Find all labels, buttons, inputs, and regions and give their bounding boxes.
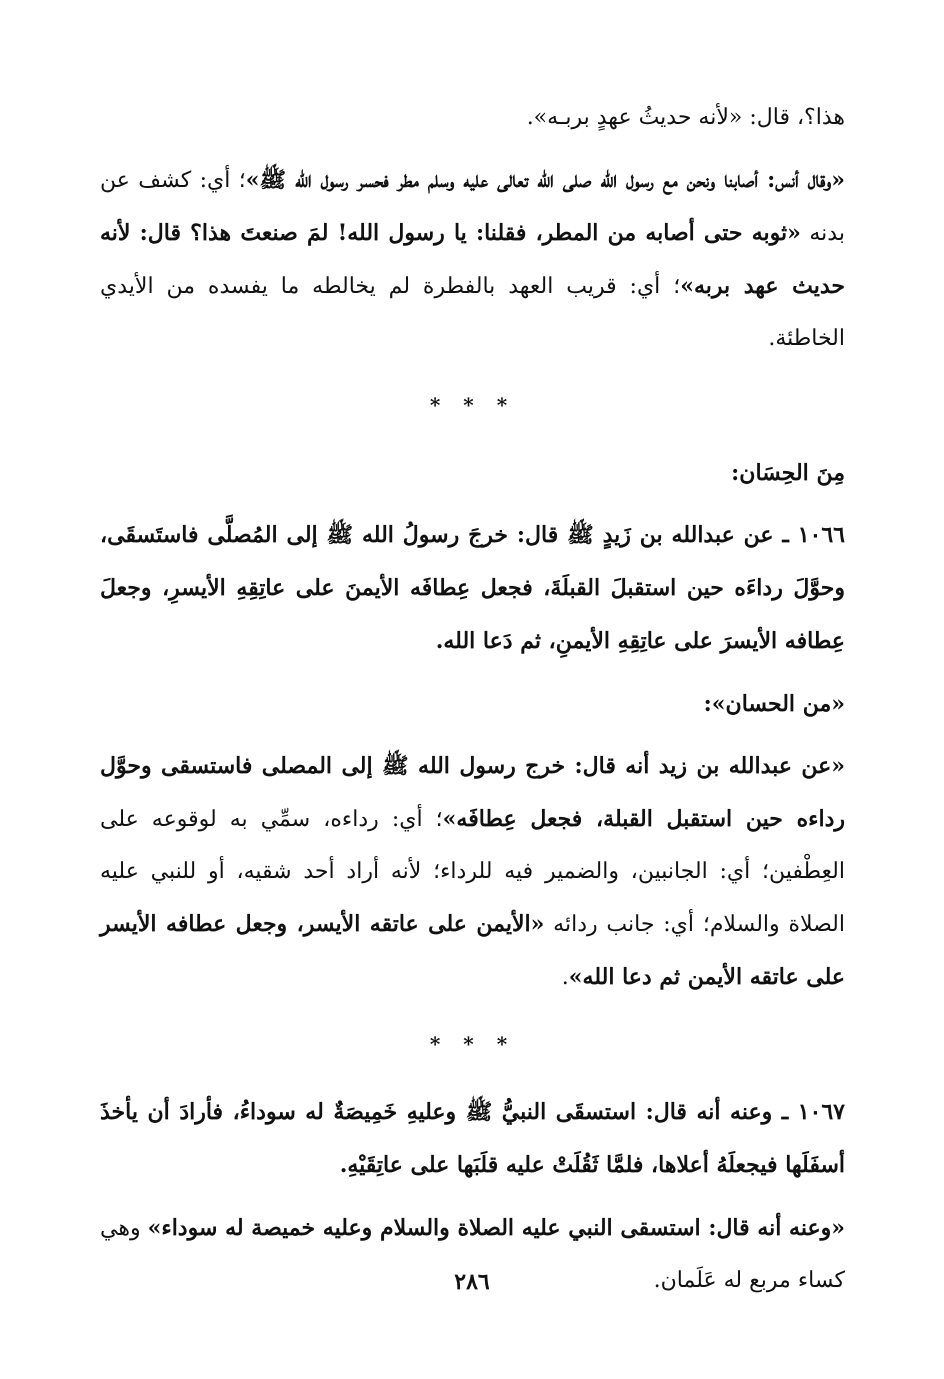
page-number: ٢٨٦ [454, 1269, 490, 1295]
text-run-bold: ١٠٦٦ ـ عن عبدالله بن زَيدٍ ﷺ قال: خرجَ رسولُ الله ﷺ إلى المُصلَّى فاستَسقَى، وحوَّلَ رداءَه حين استقبلَ القبلَةَ، فجعل عِطافَه الأيمنَ على عاتِقِهِ الأيسرِ، وجعلَ عِطافه الأيسرَ على عاتِقِهِ الأيمنِ، ثم دَعا الله. [100, 522, 845, 654]
text-run-bold: «ثوبه حتى أصابه من المطر، فقلنا: يا رسول الله! لمَ صنعتَ هذا؟ قال: لأنه حديث عهد بربه» [100, 220, 846, 299]
commentary-heading-hisan [100, 678, 845, 730]
text-run: ؛ أي: قريب العهد بالفطرة لم يخالطه ما يفسده من الأيدي الخاطئة. [100, 274, 845, 351]
paragraph-anas-commentary [100, 154, 845, 365]
text-run: . [561, 965, 569, 990]
page-body [100, 92, 845, 1317]
paragraph-hadith-1067 [100, 1086, 845, 1192]
text-run: وهي كساء مربع له عَلَمان. [100, 1216, 845, 1293]
section-separator: * * * [429, 393, 516, 417]
paragraph-commentary-1066 [100, 740, 845, 1004]
text-run: ؛ أي: رداءه، سمِّي به لوقوعه على العِطْفين؛ أي: الجانبين، والضمير فيه للرداء؛ لأنه أراد أحد شقيه، أو للنبي عليه الصلاة والسلام؛ أي: جانب ردائه [100, 807, 845, 937]
text-run: هذا؟، قال: «لأنه حديثُ عهدٍ بربـه». [526, 105, 845, 130]
text-run-bold: ١٠٦٧ ـ وعنه أنه قال: استسقَى النبيُّ ﷺ وعليهِ خَمِيصَةٌ له سوداءُ، فأرادَ أن يأخذَ أسفَلَها فيجعلَهُ أعلاها، فلمَّا ثَقُلَتْ عليه قلَبَها على عاتِقَيْهِ. [100, 1099, 845, 1178]
section-separator: * * * [429, 1032, 516, 1056]
text-run-bold: «وقال أنس: أصابنا ونحن مع رسول الله صلى الله تعالى عليه وسلم مطر فحسر رسول الله ﷺ» [245, 167, 845, 193]
text-run-bold: «وعنه أنه قال: استسقى النبي عليه الصلاة والسلام وعليه خميصة له سوداء» [147, 1215, 845, 1241]
text-run-bold: «عن عبدالله بن زيد أنه قال: خرج رسول الله ﷺ إلى المصلى فاستسقى وحوَّل رداءه حين استقبل القبلة، فجعل عِطافَه» [100, 753, 845, 832]
paragraph-hadith-1066 [100, 509, 845, 668]
text-run-bold: مِنَ الحِسَان: [731, 460, 845, 486]
paragraph-hadith-continuation [100, 92, 845, 144]
text-run-bold: «الأيمن على عاتقه الأيسر، وجعل عطافه الأيسر على عاتقه الأيمن ثم دعا الله» [100, 911, 845, 990]
text-run-bold: «من الحسان»: [703, 691, 845, 717]
text-run: ؛ أي: كشف عن بدنه [100, 168, 845, 246]
section-heading-hisan [100, 447, 845, 499]
